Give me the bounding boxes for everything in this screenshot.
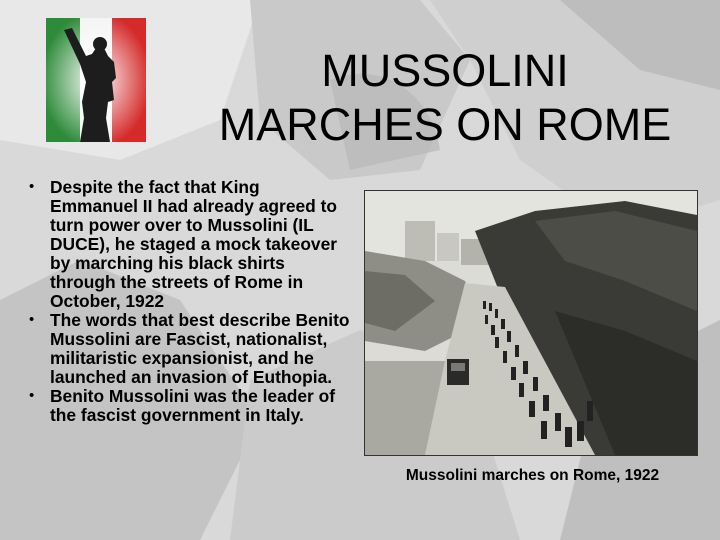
- bullet-glyph: •: [29, 387, 35, 404]
- march-on-rome-photo: [364, 190, 698, 456]
- mussolini-salute-flag-logo: [46, 18, 146, 142]
- slide-title: [180, 44, 710, 152]
- bullet-item: [22, 178, 352, 311]
- bullet-item: [22, 387, 352, 425]
- bullet-glyph: •: [29, 178, 35, 195]
- bullet-text: The words that best describe Benito Mussolini are Fascist, nationalist, militaristic expansionist, and he launched an invasion of Euthopia.: [50, 310, 350, 387]
- bullet-list: [22, 178, 352, 425]
- bullet-text: Benito Mussolini was the leader of the fascist government in Italy.: [50, 386, 336, 425]
- bullet-glyph: •: [29, 311, 35, 328]
- title-line-2: MARCHES ON ROME: [218, 99, 672, 150]
- bullet-text: Despite the fact that King Emmanuel II had already agreed to turn power over to Mussolini (IL DUCE), he staged a mock takeover by marching his black shirts through the streets of Rome in October, 1922: [50, 177, 338, 311]
- bullet-item: [22, 311, 352, 387]
- title-line-1: MUSSOLINI: [321, 45, 569, 96]
- photo-caption: Mussolini marches on Rome, 1922: [405, 467, 660, 484]
